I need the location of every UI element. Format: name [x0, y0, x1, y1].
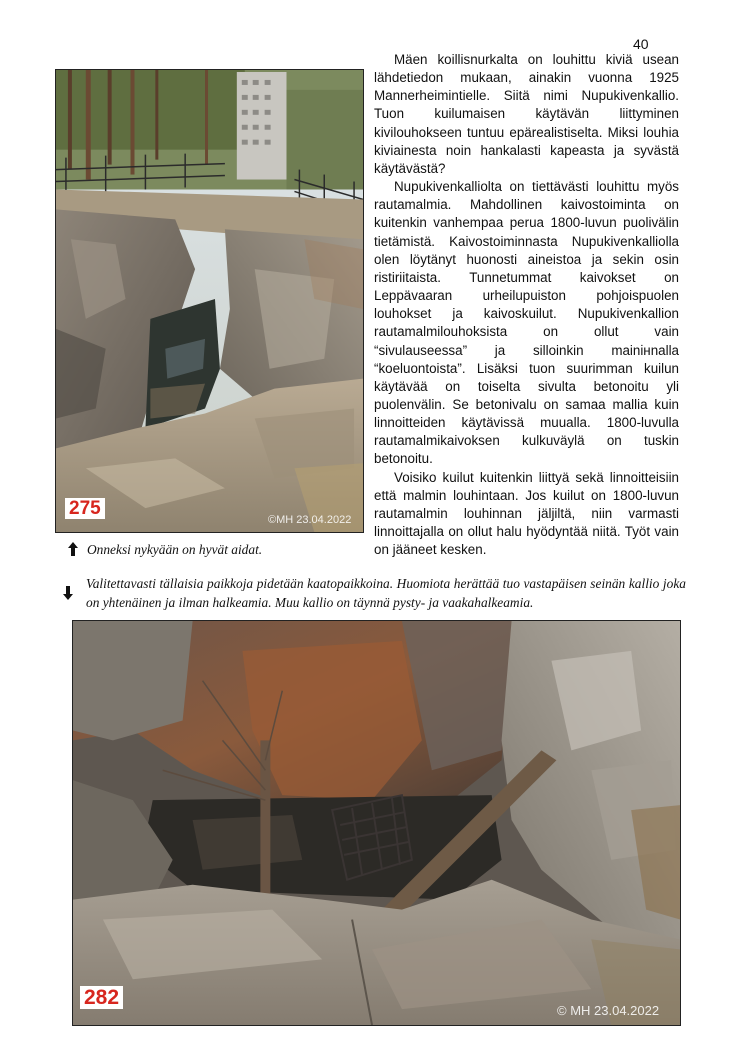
photo-275	[55, 69, 364, 533]
paragraph: Voisiko kuilut kuitenkin liittyä sekä linnoitteisiin että malmin louhintaan. Jos kuilut on 1800-luvun rautamalmin louhinnan jäljiltä, niin varmasti linnoittajalla on ollut halu hyödyntää niitä. Työt vain on jääneet kesken.	[374, 469, 679, 558]
photo-number-badge: 275	[65, 498, 105, 519]
quarry-photo-top	[56, 70, 363, 532]
photo-282	[72, 620, 681, 1026]
quarry-photo-bottom	[73, 621, 680, 1025]
paragraph: Nupukivenkalliolta on tiettävästi louhittu myös rautamalmia. Mahdollinen kaivostoiminta on kuitenkin vanhempaa perua 1800-luvun puolivälin tietämistä. Kaivostoiminnasta Nupukivenkalliolla olen löytänyt huonosti aineistoa ja sekin osin ristiriitaista. Tunnetummat kaivokset on Leppävaaran urheilupuiston pohjoispuolen louhokset ja kaivoskuilut. Nupukivenkallion rautamalmilouhoksista on ollut vain “sivulauseessa” ja silloinkin mainінnalla “koeluontoista”. Lisäksi tuon suurimman kuilun käytävää on toiselta sivulta betonoitu yli puolenvälin. Se betonivalu on samaa mallia kuin linnoitteiden käytävissä muualla. 1800-luvulla rautamalmikaivoksen kulkuväylä on tuskin betonoitu.	[374, 179, 679, 467]
photo-caption: Onneksi nykyään on hyvät aidat.	[87, 542, 263, 557]
arrow-down-icon	[63, 586, 73, 600]
paragraph: Mäen koillisnurkalta on louhittu kiviä usean lähdetiedon mukaan, ainakin vuonna 1925 Mannerheimintielle. Siitä nimi Nupukivenkallio. Tuon kuilumaisen käytävän liittyminen kivilouhokseen tuntuu epärealistiselta. Miksi louhia kiviainesta noin hankalasti kapeasta ja syvästä käytävästä?	[374, 52, 679, 176]
photo-copyright: © MH 23.04.2022	[557, 1003, 660, 1018]
photo-caption: Valitettavasti tällaisia paikkoja pidetään kaatopaikkoina. Huomiota herättää tuo vastapäisen seinän kallio joka on yhtenäinen ja ilman halkeamia. Muu kallio on täynnä pysty- ja vaakahalkeamia.	[86, 576, 686, 610]
page-number: 40	[633, 36, 649, 52]
body-text	[374, 51, 679, 559]
arrow-up-icon	[68, 542, 78, 556]
photo-copyright: ©MH 23.04.2022	[268, 514, 352, 526]
photo-number-badge: 282	[80, 986, 123, 1009]
